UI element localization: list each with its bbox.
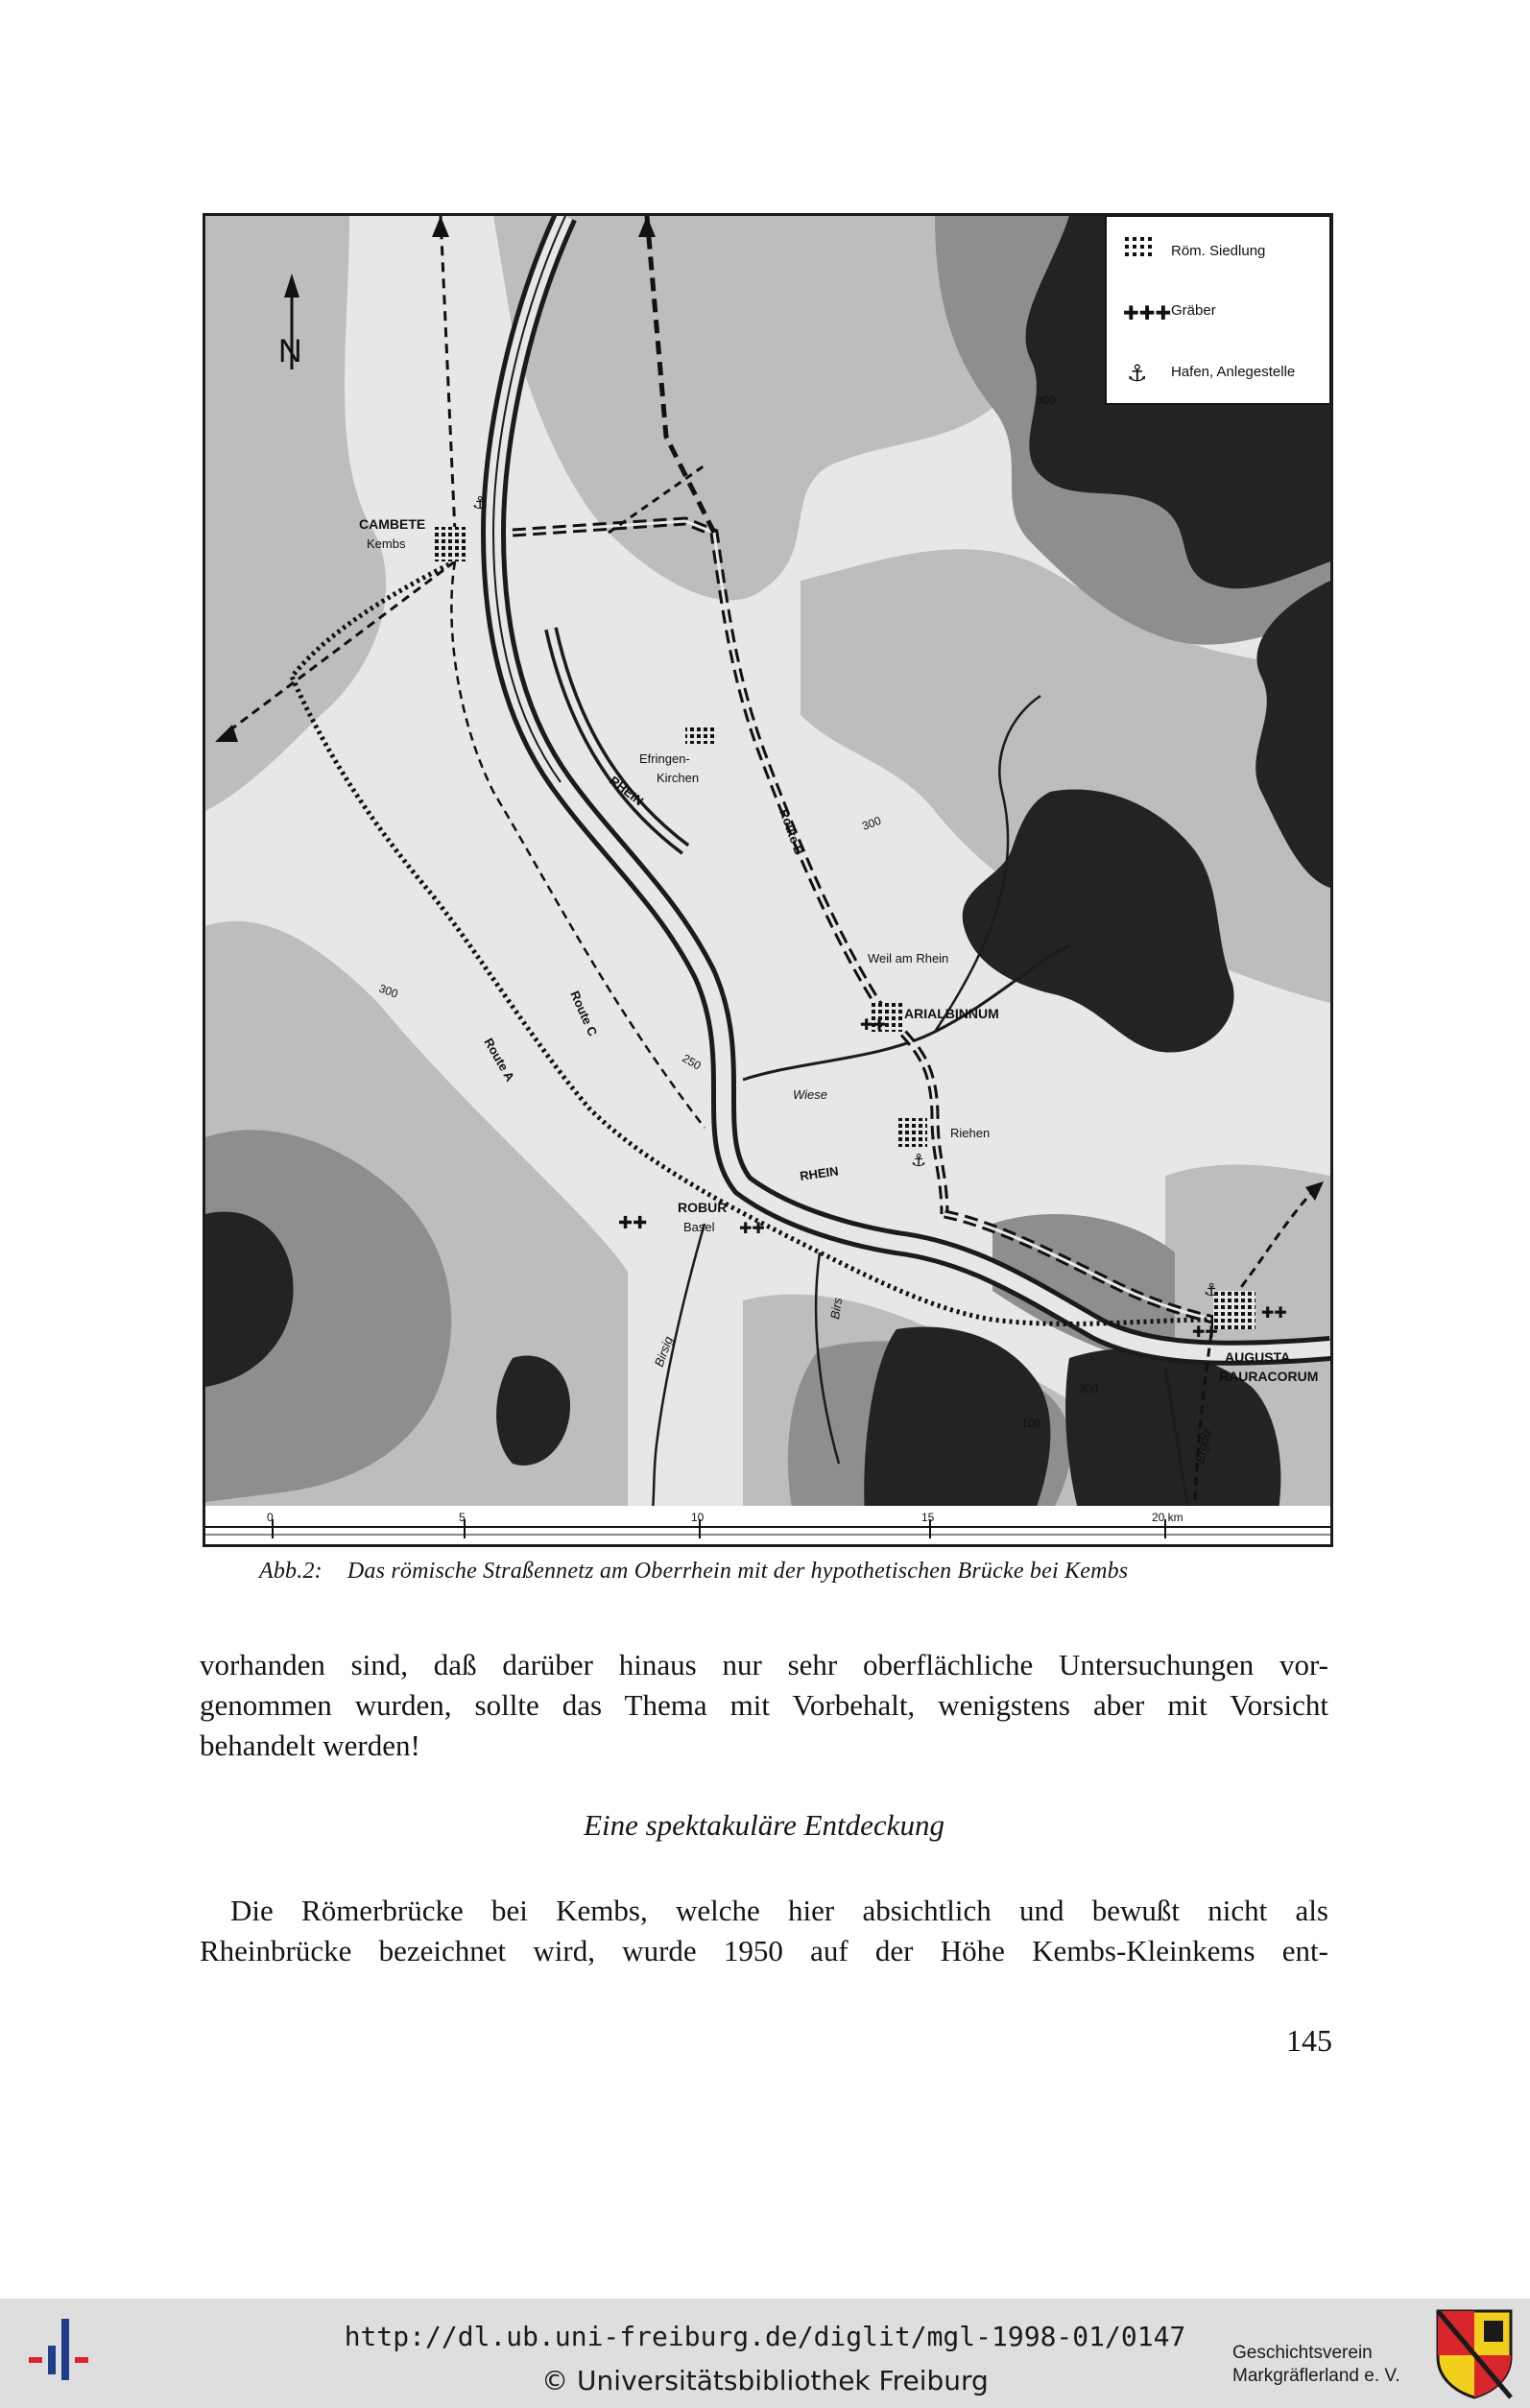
grave-marker-icon: ✚✚ (739, 1221, 765, 1237)
label-wiese: Wiese (793, 1087, 828, 1102)
society-coat-of-arms-icon (1434, 2307, 1515, 2399)
label-rhein-north: RHEIN (607, 773, 647, 809)
place-rauracorum: RAURACORUM (1219, 1369, 1319, 1384)
grave-marker-icon: ✚✚ (1192, 1324, 1218, 1341)
footer-url-link[interactable]: http://dl.ub.uni-freiburg.de/diglit/mgl-1998-01/0147 (344, 2321, 1186, 2352)
section-heading: Eine spektakuläre Entdeckung (584, 1808, 944, 1842)
page-number: 145 (1286, 2023, 1332, 2058)
north-label: N (278, 333, 302, 370)
society-name-line-2: Markgräflerland e. V. (1232, 2366, 1400, 2386)
grave-marker-icon: ✚✚ (1261, 1305, 1287, 1322)
society-name (1232, 2342, 1424, 2388)
place-riehen: Riehen (950, 1126, 991, 1140)
scale-tick-0: 0 (267, 1511, 274, 1524)
label-ergolz: Ergolz (1192, 1426, 1214, 1465)
place-robur: ROBUR (678, 1200, 728, 1215)
map-figure (203, 213, 1333, 1547)
contour-300-northeast: 300 (1037, 393, 1057, 407)
anchor-icon: ⚓ (911, 1151, 927, 1170)
anchor-icon: ⚓ (472, 493, 489, 513)
place-basel: Basel (683, 1220, 715, 1234)
label-route-b: Route B (777, 806, 807, 857)
place-efringen: Efringen- (639, 751, 690, 766)
caption-text: Das römische Straßennetz am Oberrhein mit der hypothetischen Brücke bei Kembs (347, 1559, 1129, 1584)
legend-label-harbour: Hafen, Anlegestelle (1171, 364, 1296, 380)
roman-road-map (205, 216, 1330, 1544)
caption-label: Abb.2: (259, 1559, 323, 1584)
scale-tick-5: 5 (459, 1511, 466, 1524)
contour-100: 100 (1021, 1417, 1041, 1430)
label-route-a: Route A (481, 1036, 518, 1085)
route-labels (481, 807, 806, 1085)
footer-copyright: © Universitätsbibliothek Freiburg (541, 2365, 989, 2396)
place-arialbinnum: ARIALBINNUM (904, 1006, 999, 1021)
scale-bar (205, 1506, 1330, 1544)
paragraph-1-line-3: behandelt werden! (200, 1729, 420, 1762)
place-kirchen: Kirchen (657, 771, 700, 785)
graves-crosses-icon: ✚✚✚ (1123, 303, 1172, 324)
scale-tick-20: 20 km (1152, 1511, 1183, 1524)
scale-tick-10: 10 (691, 1511, 705, 1524)
paragraph-2-line-1: Die Römerbrücke bei Kembs, welche hier absichtlich und bewußt nicht als (230, 1894, 1328, 1927)
contour-300-west: 300 (376, 981, 400, 1001)
place-kembs: Kembs (367, 536, 406, 551)
anchor-icon: ⚓ (1127, 361, 1148, 387)
contour-300-north: 300 (860, 813, 883, 833)
label-route-c: Route C (567, 989, 601, 1038)
legend-label-settlement: Röm. Siedlung (1171, 243, 1266, 259)
figure-caption (259, 1559, 1296, 1585)
anchor-icon: ⚓ (1204, 1280, 1220, 1299)
label-birsig: Birsig (651, 1334, 676, 1370)
paragraph-2-line-2: Rheinbrücke bezeichnet wird, wurde 1950 auf der Höhe Kembs-Kleinkems ent- (200, 1934, 1328, 1967)
map-legend (1106, 216, 1330, 404)
scale-tick-15: 15 (921, 1511, 935, 1524)
paragraph-1-line-2: genommen wurden, sollte das Thema mit Vorbehalt, wenigstens aber mit Vorsicht (200, 1688, 1328, 1722)
society-name-line-1: Geschichtsverein (1232, 2343, 1373, 2363)
place-cambete: CAMBETE (359, 516, 426, 532)
contour-300-south: 300 (1079, 1382, 1099, 1395)
grave-marker-icon: ✚✚ (618, 1213, 648, 1232)
grave-marker-icon: ✚✚ (860, 1017, 886, 1034)
contour-250: 250 (680, 1051, 704, 1073)
label-rhein-south: RHEIN (799, 1163, 840, 1183)
label-birs: Birs (827, 1297, 846, 1321)
paragraph-1-line-1: vorhanden sind, daß darüber hinaus nur sehr oberflächliche Untersuchungen vor- (200, 1648, 1328, 1681)
place-augusta: AUGUSTA (1225, 1349, 1291, 1365)
legend-label-graves: Gräber (1171, 302, 1216, 319)
place-weil: Weil am Rhein (868, 951, 949, 966)
